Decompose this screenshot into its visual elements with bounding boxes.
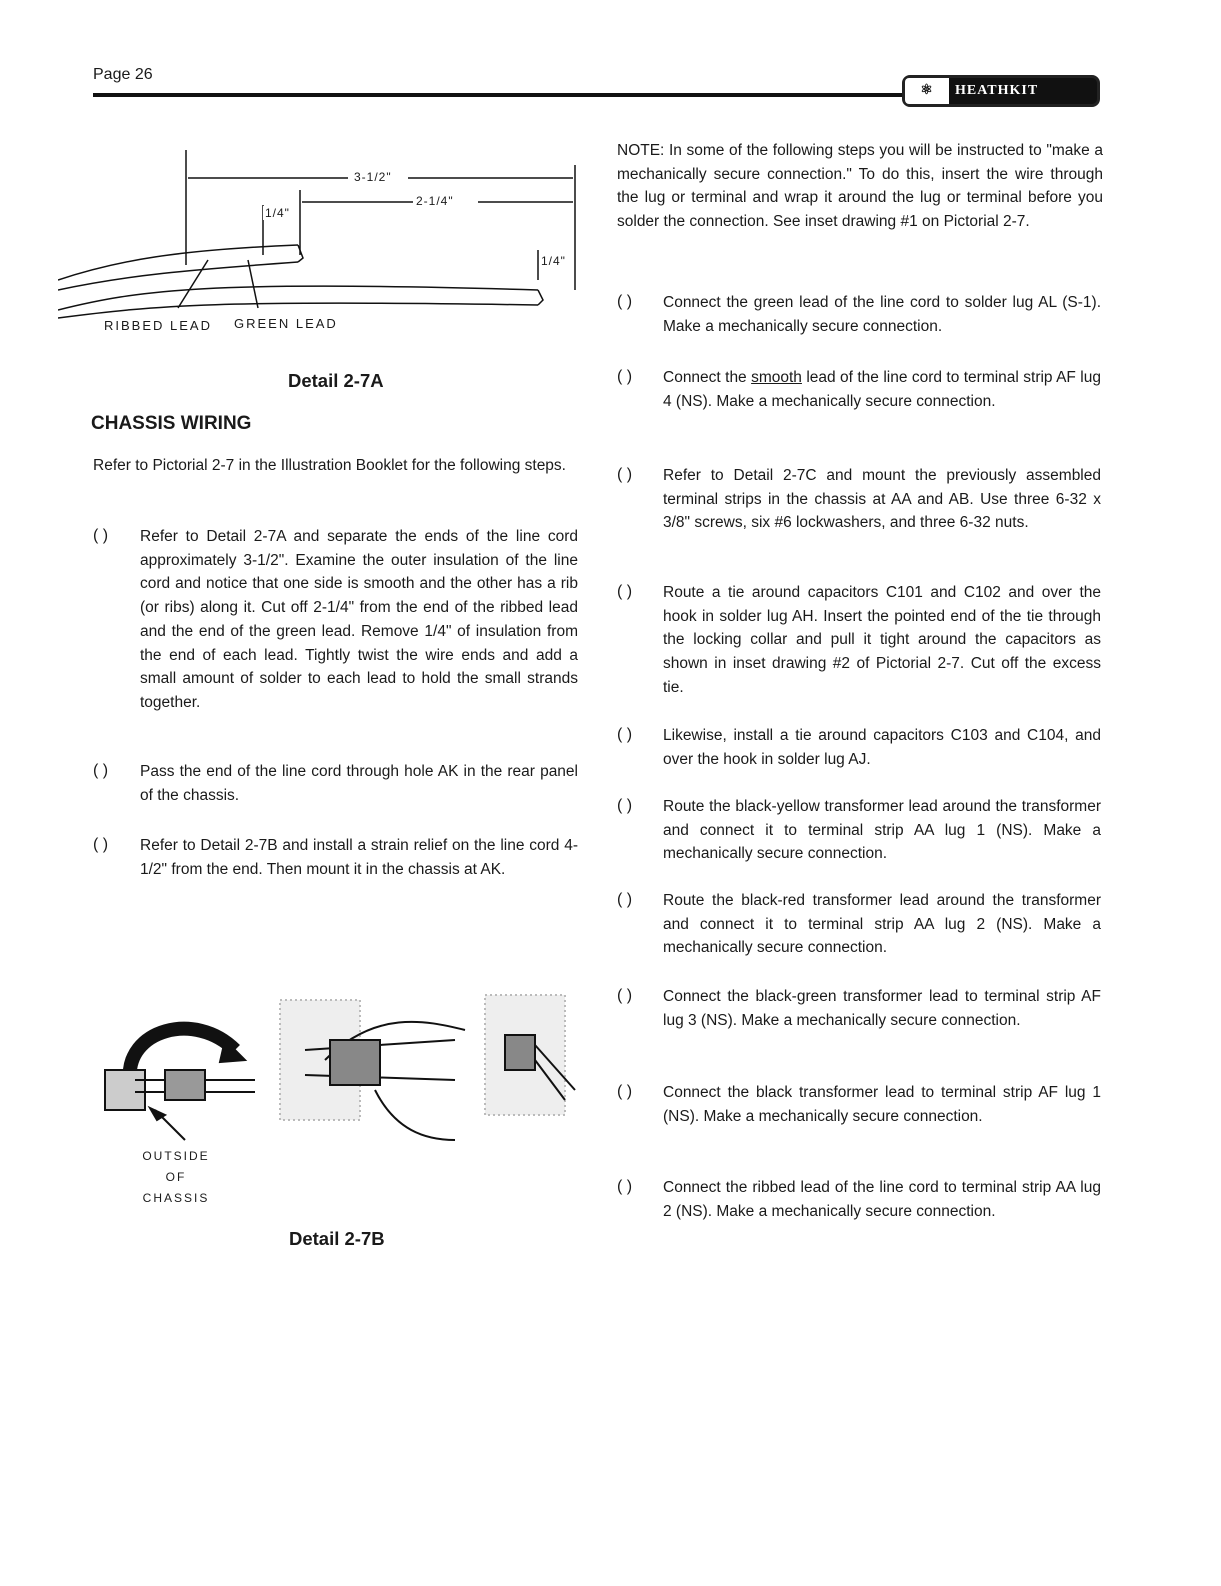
step-checkbox[interactable]: ( ) [617,726,633,743]
dim-1-4-b: 1/4" [541,254,566,268]
step-text [663,366,1101,413]
step-text: Route the black-yellow transformer lead around the transformer and connect it to terminal strip AA lug 1 (NS). Make a mechanically secure connection. [663,798,1101,863]
label-outside-of-chassis: OUTSIDE OF CHASSIS [142,1149,210,1205]
dim-1-4-a: 1/4" [265,206,290,220]
step-text: Refer to Detail 2-7A and separate the ends of the line cord approximately 3-1/2". Examine the outer insulation of the line cord and notice that one side is smooth and the other has a rib (or ribs) along it. Cut off 2-1/4" from the end of the ribbed lead and the end of the green lead. Remove 1/4" of insulation from the end of each lead. Tightly twist the wire ends and add a small amount of solder to each lead to hold the small strands together. [140,528,578,711]
step-checkbox[interactable]: ( ) [617,1083,633,1100]
heathkit-logo [902,75,1100,107]
step-checkbox[interactable]: ( ) [617,1178,633,1195]
label-green-lead: GREEN LEAD [234,316,338,331]
step-text: Connect the black-green transformer lead to terminal strip AF lug 3 (NS). Make a mechanically secure connection. [663,988,1101,1029]
step-text: Connect the black transformer lead to terminal strip AF lug 1 (NS). Make a mechanically secure connection. [663,1084,1101,1125]
note-paragraph: NOTE: In some of the following steps you will be instructed to "make a mechanically secure connection." To do this, insert the wire through the lug or terminal and wrap it around the lug or terminal before you solder the connection. See inset drawing #1 on Pictorial 2-7. [617,142,1103,231]
step-text: Refer to Detail 2-7C and mount the previously assembled terminal strips in the chassis at AA and AB. Use three 6-32 x 3/8" screws, six #6 lockwashers, and three 6-32 nuts. [663,467,1101,532]
caption-detail-2-7a: Detail 2-7A [288,370,384,391]
detail-2-7b-drawing [95,990,585,1160]
atom-icon: ⚛ [905,78,949,104]
step-text: Likewise, install a tie around capacitors C103 and C104, and over the hook in solder lug AJ. [663,727,1101,768]
step-text-part: lead of the line cord to terminal strip AF lug 4 (NS). Make a mechanically secure connection. [663,369,1101,410]
step-text: Connect the green lead of the line cord to solder lug AL (S-1). Make a mechanically secure connection. [663,294,1101,335]
dim-2-1-4: 2-1/4" [416,194,454,208]
step-text: Route a tie around capacitors C101 and C102 and over the hook in solder lug AH. Insert the pointed end of the tie through the locking collar and pull it tight around the capacitors as shown in inset drawing #2 of Pictorial 2-7. Cut off the excess tie. [663,584,1101,696]
step-checkbox[interactable]: ( ) [617,466,633,483]
page-number: Page 26 [93,66,153,83]
step-checkbox[interactable]: ( ) [617,583,633,600]
step-checkbox[interactable]: ( ) [93,762,109,779]
step-checkbox[interactable]: ( ) [617,797,633,814]
logo-text: HEATHKIT [955,83,1039,98]
step-checkbox[interactable]: ( ) [617,891,633,908]
step-text-underlined: smooth [751,369,802,386]
section-intro: Refer to Pictorial 2-7 in the Illustration Booklet for the following steps. [93,457,566,474]
step-checkbox[interactable]: ( ) [617,987,633,1004]
caption-detail-2-7b: Detail 2-7B [289,1228,385,1249]
step-text-part: Connect the [663,369,752,386]
step-checkbox[interactable]: ( ) [93,527,109,544]
step-text: Refer to Detail 2-7B and install a strain relief on the line cord 4-1/2" from the end. Then mount it in the chassis at AK. [140,837,578,878]
dim-3-1-2: 3-1/2" [354,170,392,184]
step-text: Pass the end of the line cord through hole AK in the rear panel of the chassis. [140,763,578,804]
detail-2-7a-drawing [58,140,598,320]
step-checkbox[interactable]: ( ) [617,293,633,310]
header-rule [93,93,903,97]
label-ribbed-lead: RIBBED LEAD [104,318,212,333]
step-checkbox[interactable]: ( ) [93,836,109,853]
section-title: CHASSIS WIRING [91,413,252,434]
step-text: Connect the ribbed lead of the line cord to terminal strip AA lug 2 (NS). Make a mechanically secure connection. [663,1179,1101,1220]
step-checkbox[interactable]: ( ) [617,368,633,385]
step-text: Route the black-red transformer lead around the transformer and connect it to terminal strip AA lug 2 (NS). Make a mechanically secure connection. [663,892,1101,957]
